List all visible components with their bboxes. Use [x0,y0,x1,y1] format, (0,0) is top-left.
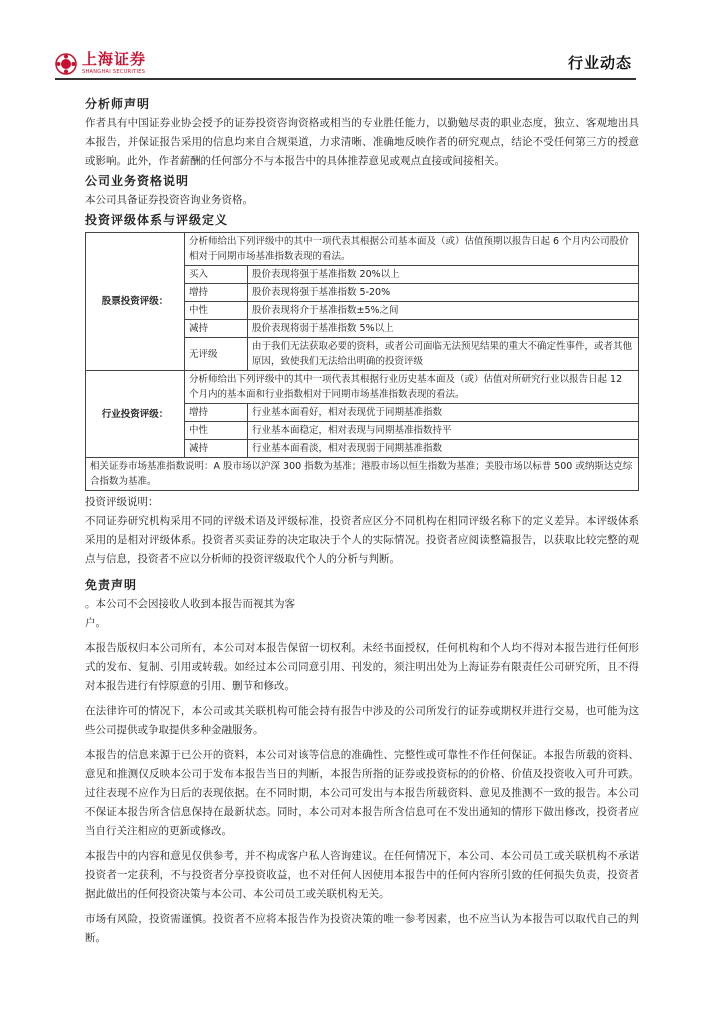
section-title: 行业动态 [567,54,632,72]
table-row [86,233,639,266]
page-header [0,0,724,90]
brand-logo [55,52,146,75]
table-row [86,458,639,491]
rating-desc: 行业基本面看好，相对表现优于同期基准指数 [248,404,639,422]
industry-rating-label: 行业投资评级： [86,371,185,458]
disclaimer-paragraph: 本报告的信息来源于已公开的资料，本公司对该等信息的准确性、完整性或可靠性不作任何保证。本报告所载的资料、意见和推测仅反映本公司于发布本报告当日的判断，本报告所指的证券或投资标的的价格、价值及投资收入可升可跌。过往表现不应作为日后的表现依据。在不同时期，本公司可发出与本报告所载资料、意见及推测不一致的报告。本公司不保证本报告所含信息保持在最新状态。同时，本公司对本报告所含信息可在不发出通知的情形下做出修改，投资者应当自行关注相应的更新或修改。 [85,749,639,837]
disclaimer-paragraph: 本报告版权归本公司所有，本公司对本报告保留一切权利。未经书面授权，任何机构和个人均不得对本报告进行任何形式的发布、复制、引用或转载。如经过本公司同意引用、刊发的，须注明出处为上海证券有限责任公司研究所，且不得对本报告进行有悖原意的引用、删节和修改。 [85,642,639,692]
rating-name: 买入 [185,266,248,284]
disclaimer-paragraph: 市场有风险，投资需谨慎。投资者不应将本报告作为投资决策的唯一参考因素，也不应当认为本报告可以取代自己的判断。 [85,913,639,944]
rating-desc: 行业基本面稳定，相对表现与同期基准指数持平 [248,422,639,440]
rating-desc: 股价表现将介于基准指数±5%之间 [248,302,639,320]
rating-name: 无评级 [185,338,248,371]
rating-explain-body: 不同证券研究机构采用不同的评级术语及评级标准，投资者应区分不同机构在相同评级名称下的定义差异。本评级体系采用的是相对评级体系。投资者买卖证券的决定取决于个人的实际情况。投资者应阅读整篇报告，以获取比较完整的观点与信息，投资者不应以分析师的投资评级取代个人的分析与判断。 [85,515,639,565]
page-content [85,94,639,948]
header-divider [55,78,636,80]
rating-name: 增持 [185,404,248,422]
rating-desc: 由于我们无法获取必要的资料，或者公司面临无法预见结果的重大不确定性事件，或者其他原因，致使我们无法给出明确的投资评级 [248,338,639,371]
benchmark-note: 相关证券市场基准指数说明：A 股市场以沪深 300 指数为基准；港股市场以恒生指数为基准；美股市场以标普 500 或纳斯达克综合指数为基准。 [86,458,639,491]
industry-rating-intro: 分析师给出下列评级中的其中一项代表其根据行业历史基本面及（或）估值对所研究行业以报告日起 12 个月内的基本面和行业指数相对于同期市场基准指数表现的看法。 [185,371,639,404]
rating-name: 增持 [185,284,248,302]
rating-explain-label: 投资评级说明： [85,496,159,508]
disclaimer-paragraph: 在法律许可的情况下，本公司或其关联机构可能会持有报告中涉及的公司所发行的证券或期权并进行交易，也可能为这些公司提供或争取提供多种金融服务。 [85,705,639,736]
rating-table [85,232,639,491]
stock-rating-label: 股票投资评级： [86,233,185,371]
brand-name: 上海证券 [82,50,147,68]
rating-desc: 股价表现将弱于基准指数 5%以上 [248,320,639,338]
rating-name: 中性 [185,302,248,320]
brand-sub: SHANGHAI SECURITIES [82,69,146,75]
disclaimer-paragraph: 本报告中的内容和意见仅供参考，并不构成客户私人咨询建议。在任何情况下，本公司、本公司员工或关联机构不承诺投资者一定获利，不与投资者分享投资收益，也不对任何人因使用本报告中的任何内容所引致的任何损失负责，投资者据此做出的任何投资决策与本公司、本公司员工或关联机构无关。 [85,850,639,900]
analyst-body: 作者具有中国证券业协会授予的证券投资咨询资格或相当的专业胜任能力，以勤勉尽责的职业态度，独立、客观地出具本报告，并保证报告采用的信息均来自合规渠道，力求清晰、准确地反映作者的研究观点，结论不受任何第三方的授意或影响。此外，作者薪酬的任何部分不与本报告中的具体推荐意见或观点直接或间接相关。 [85,117,639,167]
rating-desc: 股价表现将强于基准指数 20%以上 [248,266,639,284]
stock-rating-intro: 分析师给出下列评级中的其中一项代表其根据公司基本面及（或）估值预期以报告日起 6 个月内公司股价相对于同期市场基准指数表现的看法。 [185,233,639,266]
disclaimer-heading: 免责声明 [85,578,138,592]
rating-desc: 行业基本面看淡，相对表现弱于同期基准指数 [248,440,639,458]
qualification-heading: 公司业务资格说明 [85,174,190,188]
disclaimer-para1-line1: 。本公司不会因接收人收到本报告而视其为客 [85,598,295,610]
rating-heading: 投资评级体系与评级定义 [85,213,229,227]
disclaimer-para1-line2: 户。 [85,617,106,629]
table-row [86,371,639,404]
rating-name: 中性 [185,422,248,440]
rating-name: 减持 [185,440,248,458]
rating-name: 减持 [185,320,248,338]
brand-emblem-icon [55,53,77,75]
rating-desc: 股价表现将强于基准指数 5-20% [248,284,639,302]
analyst-heading: 分析师声明 [85,97,151,111]
qualification-body: 本公司具备证券投资咨询业务资格。 [85,194,253,206]
